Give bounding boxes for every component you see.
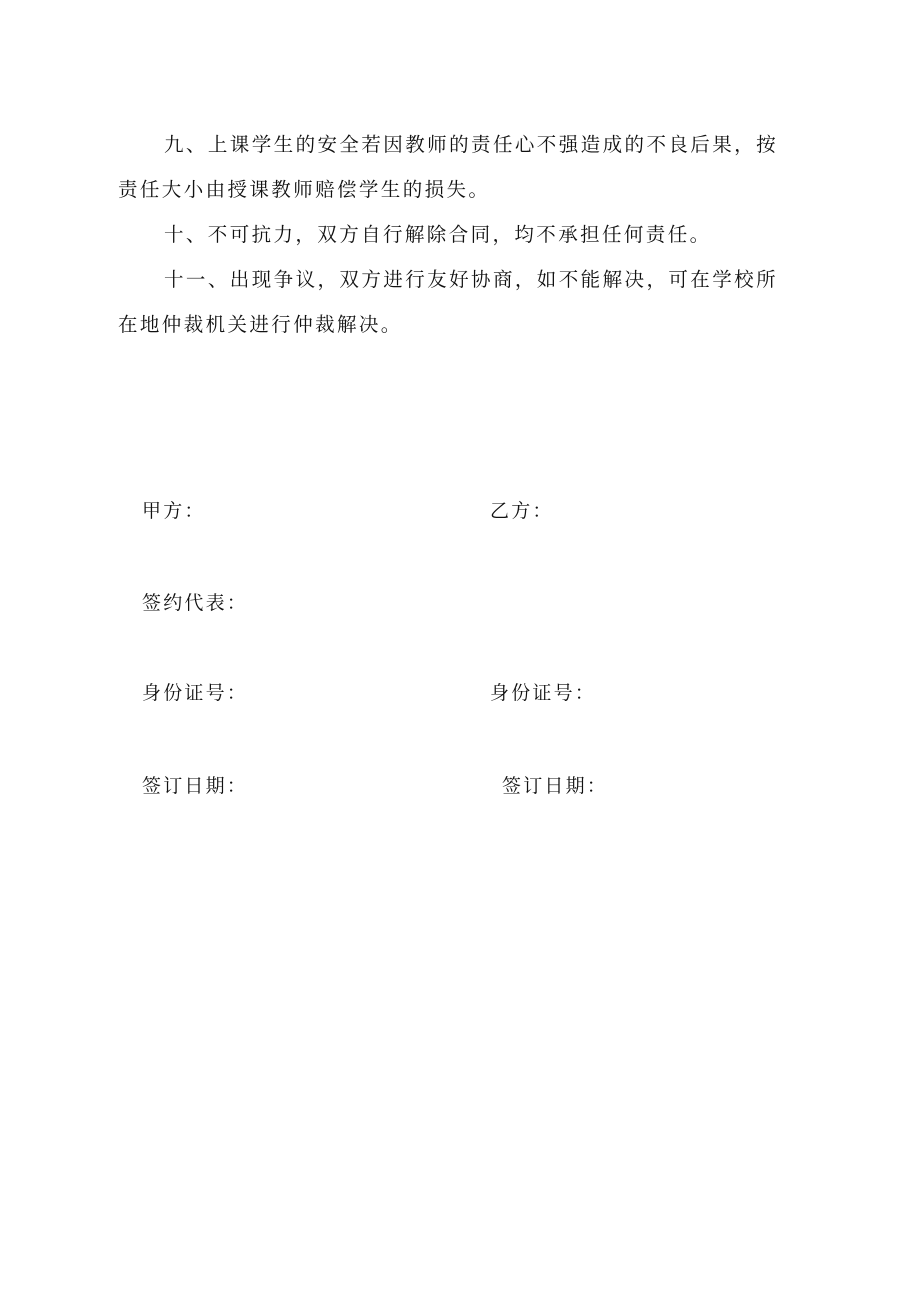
party-a-label: 甲方： bbox=[142, 500, 206, 522]
contract-clauses bbox=[118, 122, 778, 347]
party-a-id-label: 身份证号： bbox=[142, 682, 249, 704]
clause-ten: 十、不可抗力，双方自行解除合同，均不承担任何责任。 bbox=[164, 223, 712, 246]
party-a-date-label: 签订日期： bbox=[142, 775, 249, 797]
clause-eleven: 十一、出现争议，双方进行友好协商，如不能解决，可在学校所在地仲裁机关进行仲裁解决。 bbox=[118, 268, 778, 336]
party-b-id-label: 身份证号： bbox=[490, 682, 597, 704]
representative-label: 签约代表： bbox=[142, 592, 249, 614]
party-b-date-label: 签订日期： bbox=[502, 775, 609, 797]
party-b-label: 乙方： bbox=[490, 500, 554, 522]
clause-nine: 九、上课学生的安全若因教师的责任心不强造成的不良后果，按责任大小由授课教师赔偿学生的损失。 bbox=[118, 133, 778, 201]
